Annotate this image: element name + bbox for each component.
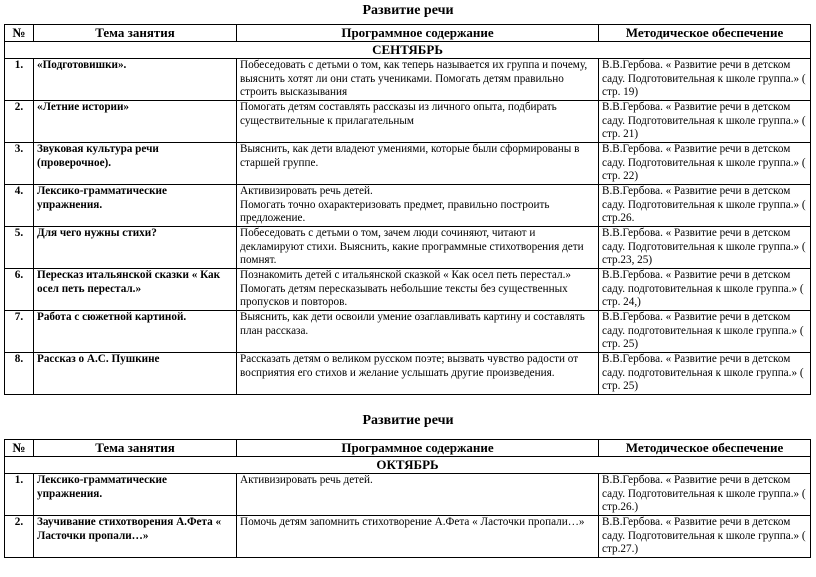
row-method: В.В.Гербова. « Развитие речи в детском саду. Подготовительная к школе группа.» ( стр.26.) [599,474,811,516]
row-method: В.В.Гербова. « Развитие речи в детском саду. подготовительная к школе группа.» ( стр. 24,) [599,269,811,311]
header-content: Программное содержание [237,440,599,457]
row-method: В.В.Гербова. « Развитие речи в детском саду. Подготовительная к школе группа.» ( стр. 21) [599,101,811,143]
row-content: Рассказать детям о великом русском поэте; вызвать чувство радости от восприятия его стихов и желание услышать другие произведения. [237,353,599,395]
row-method: В.В.Гербова. « Развитие речи в детском саду. Подготовительная к школе группа.» ( стр.23, 25) [599,227,811,269]
header-topic: Тема занятия [34,440,237,457]
row-content: Помогать детям составлять рассказы из личного опыта, подбирать существительные к прилагательным [237,101,599,143]
row-content: Активизировать речь детей. [237,474,599,516]
row-method: В.В.Гербова. « Развитие речи в детском саду. Подготовительная к школе группа.» ( стр. 19) [599,59,811,101]
month-label: ОКТЯБРЬ [5,457,811,474]
table-row [5,101,811,143]
table-row [5,185,811,227]
row-content: Выяснить, как дети освоили умение озаглавливать картину и составлять план рассказа. [237,311,599,353]
row-content: Активизировать речь детей. Помогать точно охарактеризовать предмет, правильно построить предложение. [237,185,599,227]
plan-table-september [4,24,811,395]
header-topic: Тема занятия [34,25,237,42]
page-title-september: Развитие речи [362,3,454,18]
table-row [5,311,811,353]
row-method: В.В.Гербова. « Развитие речи в детском саду. Подготовительная к школе группа.» ( стр. 22) [599,143,811,185]
row-number: 4. [5,185,34,227]
row-method: В.В.Гербова. « Развитие речи в детском саду. Подготовительная к школе группа.» ( стр.26. [599,185,811,227]
row-number: 6. [5,269,34,311]
row-content: Побеседовать с детьми о том, как теперь называется их группа и почему, выяснить хотят ли они стать учениками. Помогать детям правильно строить высказывания [237,59,599,101]
row-topic: Пересказ итальянской сказки « Как осел петь перестал.» [34,269,237,311]
page-title-october: Развитие речи [362,413,454,428]
row-topic: Звуковая культура речи (проверочное). [34,143,237,185]
row-topic: Лексико-грамматические упражнения. [34,185,237,227]
row-number: 8. [5,353,34,395]
row-topic: «Летние истории» [34,101,237,143]
row-number: 7. [5,311,34,353]
row-content: Выяснить, как дети владеют умениями, которые были сформированы в старшей группе. [237,143,599,185]
row-topic: Заучивание стихотворения А.Фета « Ласточки пропали…» [34,516,237,558]
table-row [5,474,811,516]
table-row [5,353,811,395]
table-header-row [5,25,811,42]
header-method: Методическое обеспечение [599,440,811,457]
header-num: № [5,440,34,457]
table-row [5,59,811,101]
month-row [5,457,811,474]
header-content: Программное содержание [237,25,599,42]
row-topic: Для чего нужны стихи? [34,227,237,269]
table-row [5,516,811,558]
row-method: В.В.Гербова. « Развитие речи в детском саду. Подготовительная к школе группа.» ( стр.27.) [599,516,811,558]
row-number: 5. [5,227,34,269]
row-method: В.В.Гербова. « Развитие речи в детском саду. подготовительная к школе группа.» ( стр. 25) [599,353,811,395]
row-topic: «Подготовишки». [34,59,237,101]
row-topic: Лексико-грамматические упражнения. [34,474,237,516]
month-row [5,42,811,59]
month-label: СЕНТЯБРЬ [5,42,811,59]
row-number: 3. [5,143,34,185]
header-num: № [5,25,34,42]
row-content: Познакомить детей с итальянской сказкой « Как осел петь перестал.» Помогать детям пересказывать небольшие тексты без существенных пропусков и повторов. [237,269,599,311]
header-method: Методическое обеспечение [599,25,811,42]
row-number: 2. [5,516,34,558]
row-number: 1. [5,59,34,101]
table-row [5,269,811,311]
table-row [5,143,811,185]
table-header-row [5,440,811,457]
row-number: 2. [5,101,34,143]
plan-table-october [4,439,811,558]
row-method: В.В.Гербова. « Развитие речи в детском саду. подготовительная к школе группа.» ( стр. 25) [599,311,811,353]
row-topic: Работа с сюжетной картиной. [34,311,237,353]
row-number: 1. [5,474,34,516]
row-content: Помочь детям запомнить стихотворение А.Фета « Ласточки пропали…» [237,516,599,558]
row-topic: Рассказ о А.С. Пушкине [34,353,237,395]
row-content: Побеседовать с детьми о том, зачем люди сочиняют, читают и декламируют стихи. Выяснить, какие программные стихотворения дети помнят. [237,227,599,269]
table-row [5,227,811,269]
